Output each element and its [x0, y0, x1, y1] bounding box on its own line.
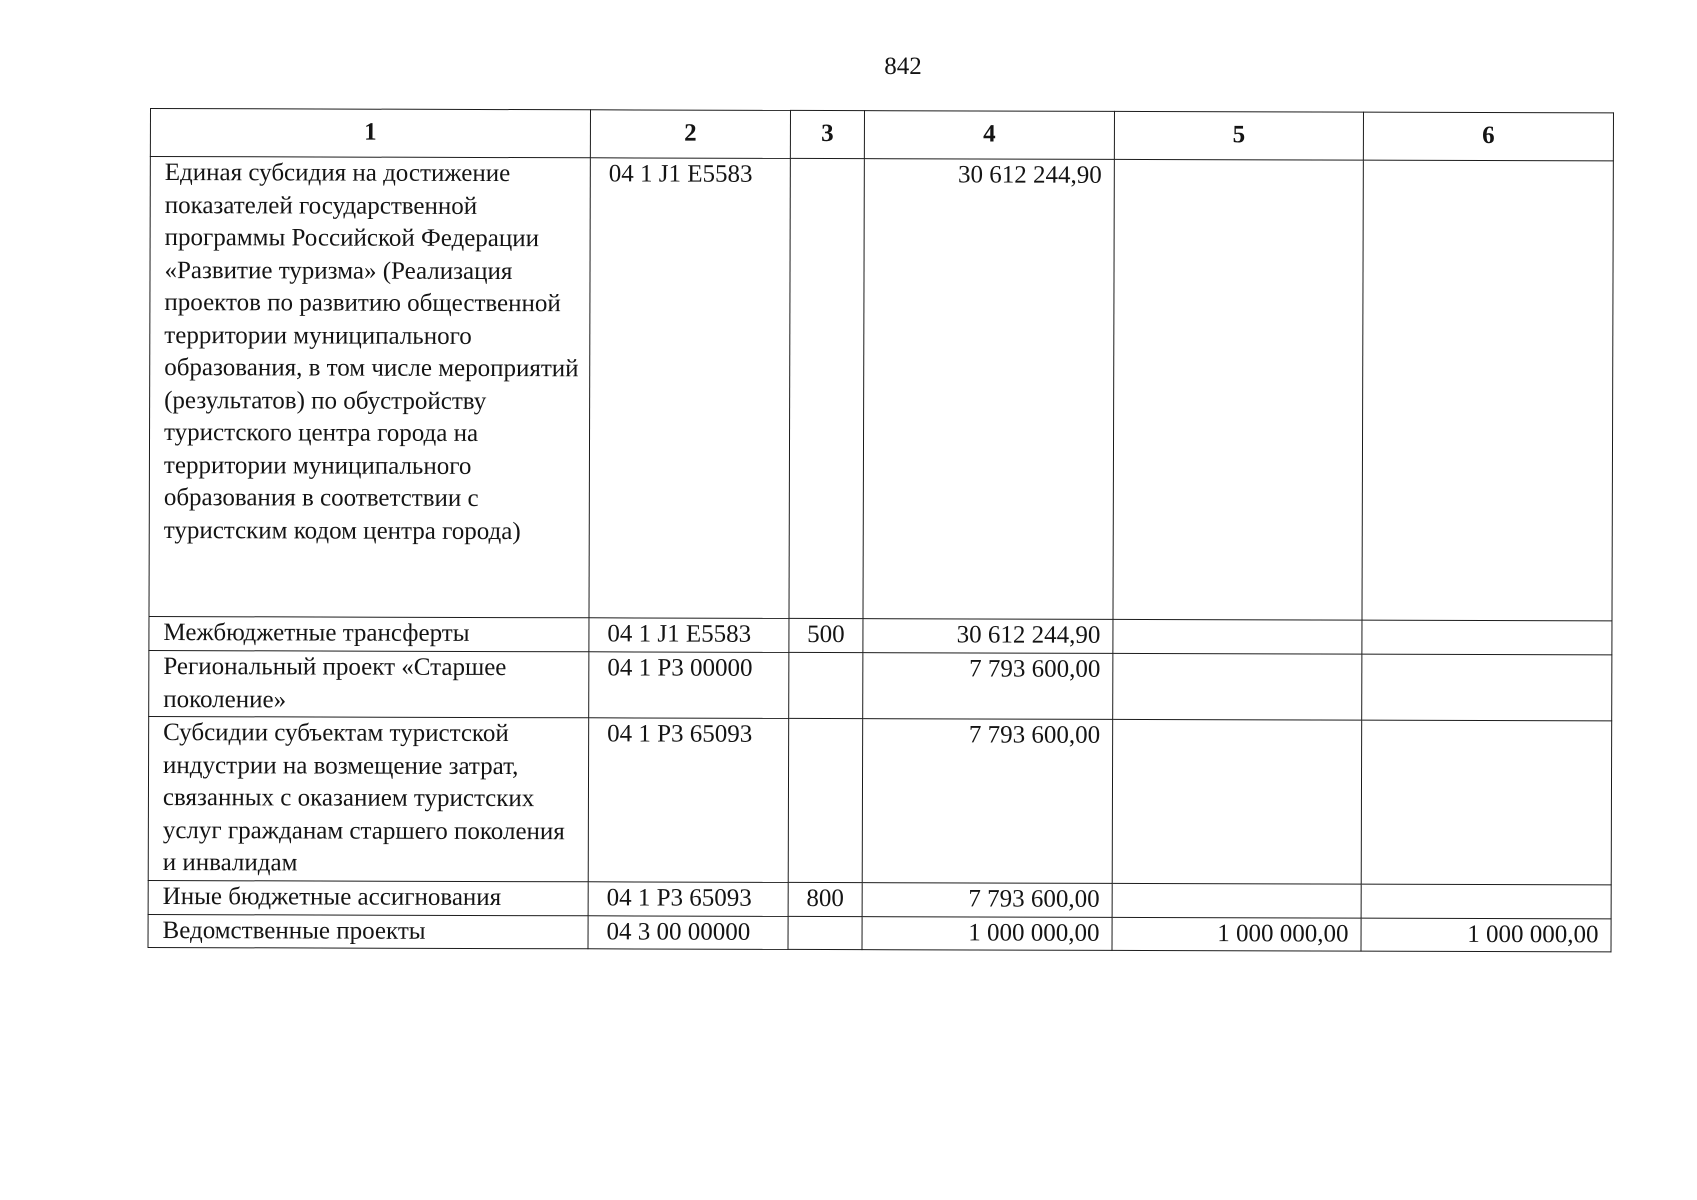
- row-amount-5: [1113, 653, 1362, 720]
- table-row: [149, 157, 1613, 621]
- table-row: [149, 650, 1612, 720]
- row-amount-4: 30 612 244,90: [863, 159, 1114, 620]
- row-code: 04 1 J1 E5583: [589, 618, 789, 653]
- row-amount-6: [1361, 720, 1611, 884]
- row-amount-5: [1113, 159, 1363, 620]
- table-row: [148, 880, 1611, 918]
- table-row: [149, 616, 1612, 654]
- row-amount-5: 1 000 000,00: [1112, 917, 1361, 951]
- column-header-1: 1: [150, 109, 590, 158]
- row-amount-6: [1361, 884, 1611, 919]
- row-amount-4: 7 793 600,00: [862, 882, 1112, 917]
- row-name: Межбюджетные трансферты: [149, 616, 589, 651]
- column-header-5: 5: [1114, 111, 1363, 160]
- row-name: Единая субсидия на достижение показателей государственной программы Российской Федерации «Развитие туризма» (Реализация проектов по развитию общественной территории муниципального образования, в том числе мероприятий (результатов) по обустройству туристского центра города на территории муниципального образования в соответствии с туристским кодом центра города): [149, 157, 590, 618]
- row-name: Региональный проект «Старшее поколение»: [149, 650, 589, 717]
- table-row: [148, 716, 1611, 884]
- row-expense-type: [789, 652, 863, 718]
- header-row: [150, 109, 1613, 161]
- page-number: 842: [884, 53, 922, 80]
- row-code: 04 1 P3 00000: [589, 652, 789, 719]
- row-amount-5: [1113, 619, 1362, 654]
- row-amount-6: [1362, 654, 1612, 721]
- row-expense-type: [788, 916, 862, 950]
- row-code: 04 1 J1 E5583: [589, 158, 790, 619]
- row-expense-type: 500: [789, 618, 863, 652]
- row-expense-type: [788, 718, 862, 882]
- row-code: 04 3 00 00000: [588, 915, 788, 949]
- column-header-4: 4: [864, 111, 1114, 160]
- row-code: 04 1 P3 65093: [588, 881, 788, 916]
- row-code: 04 1 P3 65093: [588, 718, 788, 882]
- row-amount-6: [1362, 620, 1612, 655]
- column-header-6: 6: [1363, 112, 1613, 161]
- table-row: [148, 914, 1611, 952]
- column-header-3: 3: [790, 110, 864, 158]
- row-name: Ведомственные проекты: [148, 914, 588, 949]
- row-expense-type: [789, 158, 864, 618]
- row-name: Субсидии субъектам туристской индустрии на возмещение затрат, связанных с оказанием туристских услуг гражданам старшего поколения и инвалидам: [148, 716, 588, 881]
- row-amount-4: 1 000 000,00: [862, 916, 1112, 950]
- column-header-2: 2: [590, 110, 790, 159]
- row-amount-4: 7 793 600,00: [863, 653, 1113, 720]
- row-amount-4: 7 793 600,00: [862, 719, 1112, 883]
- row-expense-type: 800: [788, 882, 862, 916]
- row-amount-5: [1112, 719, 1361, 883]
- row-amount-6: [1362, 160, 1613, 621]
- row-amount-6: 1 000 000,00: [1361, 918, 1611, 952]
- row-amount-4: 30 612 244,90: [863, 619, 1113, 654]
- row-name: Иные бюджетные ассигнования: [148, 880, 588, 915]
- row-amount-5: [1112, 883, 1361, 918]
- budget-table: [148, 108, 1614, 952]
